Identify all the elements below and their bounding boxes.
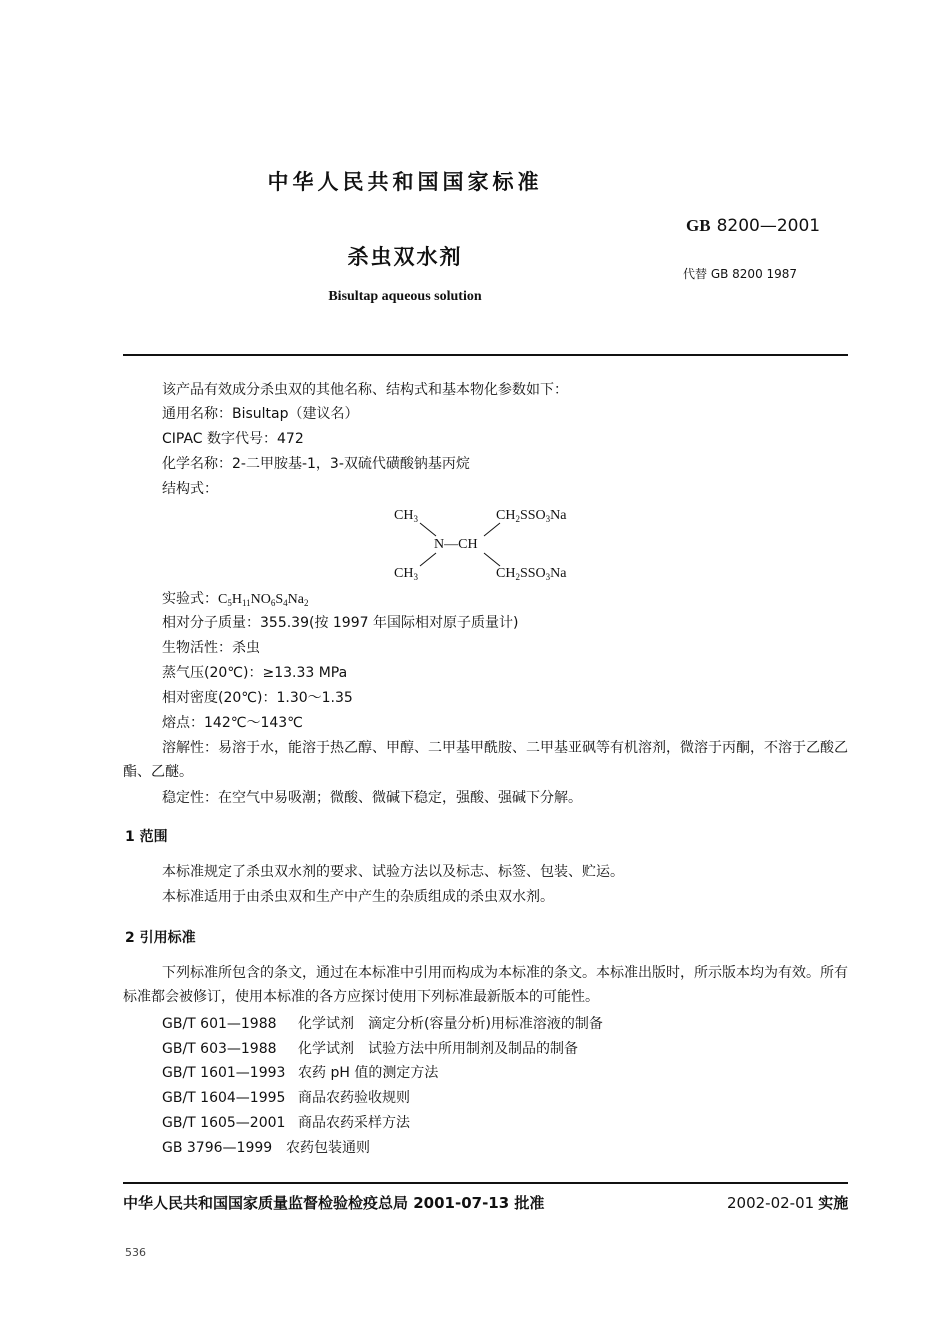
page-number: 536 xyxy=(125,1246,146,1259)
stability: 稳定性：在空气中易吸潮；微酸、微碱下稳定，强酸、强碱下分解。 xyxy=(162,790,582,806)
reference-code: GB/T 601—1988 xyxy=(162,1016,277,1032)
effective-label: 实施 xyxy=(818,1194,849,1212)
formula-label: 实验式： xyxy=(162,591,218,607)
vapor-pressure: 蒸气压(20℃)：≥13.33 MPa xyxy=(162,665,348,681)
reference-title: 商品农药采样方法 xyxy=(298,1115,410,1131)
document-title: 杀虫双水剂 xyxy=(347,245,463,269)
melting-point: 熔点：142℃～143℃ xyxy=(162,715,303,731)
reference-code: GB 3796—1999 xyxy=(162,1140,273,1156)
section-2-heading: 2 引用标准 xyxy=(125,930,196,946)
intro-lead: 该产品有效成分杀虫双的其他名称、结构式和基本物化参数如下： xyxy=(162,382,568,398)
reference-title: 农药 pH 值的测定方法 xyxy=(298,1065,439,1081)
reference-code: GB/T 1604—1995 xyxy=(162,1090,286,1106)
replaces-note: 代替 GB 8200 1987 xyxy=(683,267,798,281)
structure-label: 结构式： xyxy=(162,481,218,497)
bottom-rule xyxy=(123,1182,848,1184)
svg-text:N—CH: N—CH xyxy=(434,537,478,552)
relative-density: 相对密度(20℃)：1.30～1.35 xyxy=(162,690,353,706)
standard-number xyxy=(686,216,820,236)
svg-text:CH2SSO3Na: $CH_2SSO_3Na$ xyxy=(496,508,567,524)
reference-item xyxy=(162,1087,410,1107)
reference-title: 试验方法中所用制剂及制品的制备 xyxy=(368,1041,578,1057)
reference-item xyxy=(162,1038,578,1058)
gb-number: 8200—2001 xyxy=(716,216,821,236)
chemical-name: 化学名称：2-二甲胺基-1，3-双硫代磺酸钠基丙烷 xyxy=(162,456,470,472)
svg-text:CH3: $CH_3$ xyxy=(394,566,418,582)
reference-code: GB/T 1605—2001 xyxy=(162,1115,286,1131)
national-standard-heading: 中华人民共和国国家标准 xyxy=(267,170,543,194)
cipac-code: CIPAC 数字代号：472 xyxy=(162,431,304,447)
section-1-para-2: 本标准适用于由杀虫双和生产中产生的杂质组成的杀虫双水剂。 xyxy=(162,889,554,905)
reference-code: GB/T 603—1988 xyxy=(162,1041,277,1057)
reference-item xyxy=(162,1062,438,1082)
structural-formula xyxy=(390,505,590,585)
english-title: Bisultap aqueous solution xyxy=(328,289,482,304)
section-2-para-1: 下列标准所包含的条文，通过在本标准中引用而构成为本标准的条文。本标准出版时，所示版本均为有效。所有标准都会被修订，使用本标准的各方应探讨使用下列标准最新版本的可能性。 xyxy=(123,965,848,1005)
reference-code: GB/T 1601—1993 xyxy=(162,1065,286,1081)
svg-text:CH3: $CH_3$ xyxy=(394,508,418,524)
bio-activity: 生物活性：杀虫 xyxy=(162,640,260,656)
effective-line xyxy=(727,1192,848,1213)
svg-text:CH2SSO3Na: $CH_2SSO_3Na$ xyxy=(496,566,567,582)
section-1-heading: 1 范围 xyxy=(125,829,168,845)
gb-prefix: GB xyxy=(686,216,711,235)
reference-category: 化学试剂 xyxy=(298,1016,354,1032)
reference-title: 滴定分析(容量分析)用标准溶液的制备 xyxy=(368,1016,603,1032)
empirical-formula xyxy=(162,587,309,612)
top-rule xyxy=(123,354,848,356)
section-1-para-1: 本标准规定了杀虫双水剂的要求、试验方法以及标志、标签、包装、贮运。 xyxy=(162,864,624,880)
solubility: 溶解性：易溶于水，能溶于热乙醇、甲醇、二甲基甲酰胺、二甲基亚砜等有机溶剂，微溶于丙酮，不溶于乙酸乙酯、乙醚。 xyxy=(123,740,848,780)
reference-item xyxy=(162,1137,370,1157)
molar-mass: 相对分子质量：355.39(按 1997 年国际相对原子质量计) xyxy=(162,615,519,631)
formula-value: $C_5H_{11}NO_6S_4Na_2$ xyxy=(218,592,309,608)
common-name: 通用名称：Bisultap（建议名） xyxy=(162,406,359,422)
reference-title: 商品农药验收规则 xyxy=(298,1090,410,1106)
effective-date: 2002-02-01 xyxy=(727,1194,815,1212)
reference-item xyxy=(162,1112,410,1132)
reference-category: 化学试剂 xyxy=(298,1041,354,1057)
reference-title: 农药包装通则 xyxy=(286,1140,370,1156)
reference-item xyxy=(162,1013,603,1033)
approval-line: 中华人民共和国国家质量监督检验检疫总局 2001-07-13 批准 xyxy=(123,1194,545,1212)
